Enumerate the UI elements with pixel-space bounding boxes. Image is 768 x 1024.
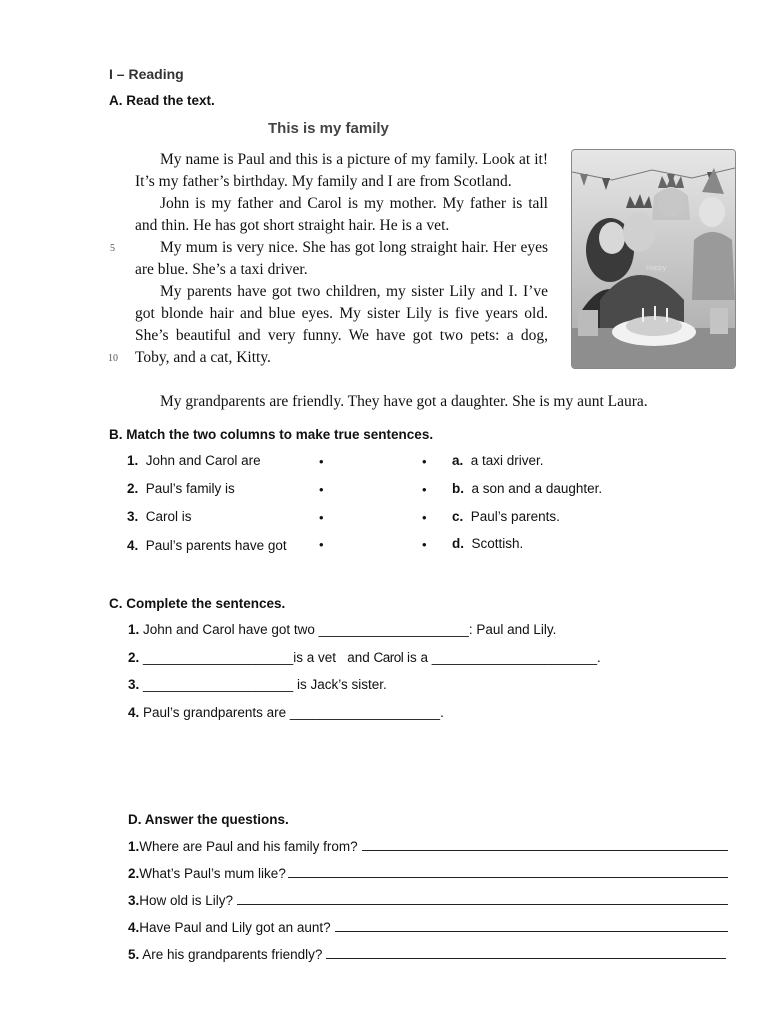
line-number-5: 5 [110,243,115,254]
complete-item-3: 3. ____________________ is Jack’s sister. [128,677,387,692]
paragraph-4: My parents have got two children, my sister Lily and I. I’ve got blonde hair and blue eyes. My sister Lily is five years old. She’s beautiful and very funny. We have got two pets: a dog, Toby, and a cat, Kitty. [135,283,548,366]
match-right-a: a. a taxi driver. [452,453,544,468]
part-d-heading: D. Answer the questions. [128,812,289,827]
match-dot-right-a[interactable]: • [422,454,427,469]
match-left-4: 4. Paul’s parents have got [127,538,287,553]
match-left-2: 2. Paul’s family is [127,481,235,496]
complete-item-1: 1. John and Carol have got two ____________________: Paul and Lily. [128,622,557,637]
match-right-d: d. Scottish. [452,536,524,551]
part-a-heading: A. Read the text. [109,93,215,108]
paragraph-3: My mum is very nice. She has got long straight hair. Her eyes are blue. She’s a taxi driver. [135,239,548,278]
blank-2a[interactable]: ____________________ [143,650,294,665]
question-5: 5. Are his grandparents friendly? [128,947,726,962]
reading-text [135,149,548,369]
match-left-3: 3. Carol is [127,509,192,524]
paragraph-2: John is my father and Carol is my mother. My father is tall and thin. He has got short straight hair. He is a vet. [135,195,548,234]
part-b-heading: B. Match the two columns to make true sentences. [109,427,434,442]
blank-1[interactable]: ____________________ [318,622,469,637]
family-photo [571,149,736,369]
text-title: This is my family [268,120,389,137]
match-dot-left-4[interactable]: • [319,537,324,552]
question-4: 4. Have Paul and Lily got an aunt? [128,920,728,935]
match-left-1: 1. John and Carol are [127,453,261,468]
section-heading: I – Reading [109,66,184,82]
answer-line-5[interactable] [326,947,726,959]
answer-line-1[interactable] [362,839,728,851]
question-3: 3. How old is Lily? [128,893,728,908]
answer-line-2[interactable] [288,866,728,878]
match-dot-left-3[interactable]: • [319,510,324,525]
paragraph-1: My name is Paul and this is a picture of my family. Look at it! It’s my father’s birthday. My family and I are from Scotland. [135,151,548,190]
answer-line-4[interactable] [335,920,728,932]
match-dot-left-2[interactable]: • [319,482,324,497]
cake-text: Happy [646,265,667,272]
paragraph-5-wrap [135,391,735,413]
line-number-10: 10 [108,353,118,364]
match-dot-right-b[interactable]: • [422,482,427,497]
match-dot-right-d[interactable]: • [422,537,427,552]
match-right-b: b. a son and a daughter. [452,481,603,496]
complete-item-4: 4. Paul’s grandparents are ____________________. [128,705,444,720]
paragraph-5: My grandparents are friendly. They have got a daughter. She is my aunt Laura. [160,393,648,410]
part-c-heading: C. Complete the sentences. [109,596,286,611]
answer-line-3[interactable] [237,893,728,905]
blank-3[interactable]: ____________________ [143,677,294,692]
family-photo-illustration [572,150,735,368]
complete-item-2: 2. ____________________is a vet and Carol is a ______________________. [128,650,601,665]
question-2: 2. What’s Paul’s mum like? [128,866,728,881]
match-right-c: c. Paul’s parents. [452,509,560,524]
match-dot-left-1[interactable]: • [319,454,324,469]
match-dot-right-c[interactable]: • [422,510,427,525]
blank-4[interactable]: ____________________ [289,705,441,720]
question-1: 1. Where are Paul and his family from? [128,839,728,854]
blank-2b[interactable]: ______________________ [431,650,597,665]
